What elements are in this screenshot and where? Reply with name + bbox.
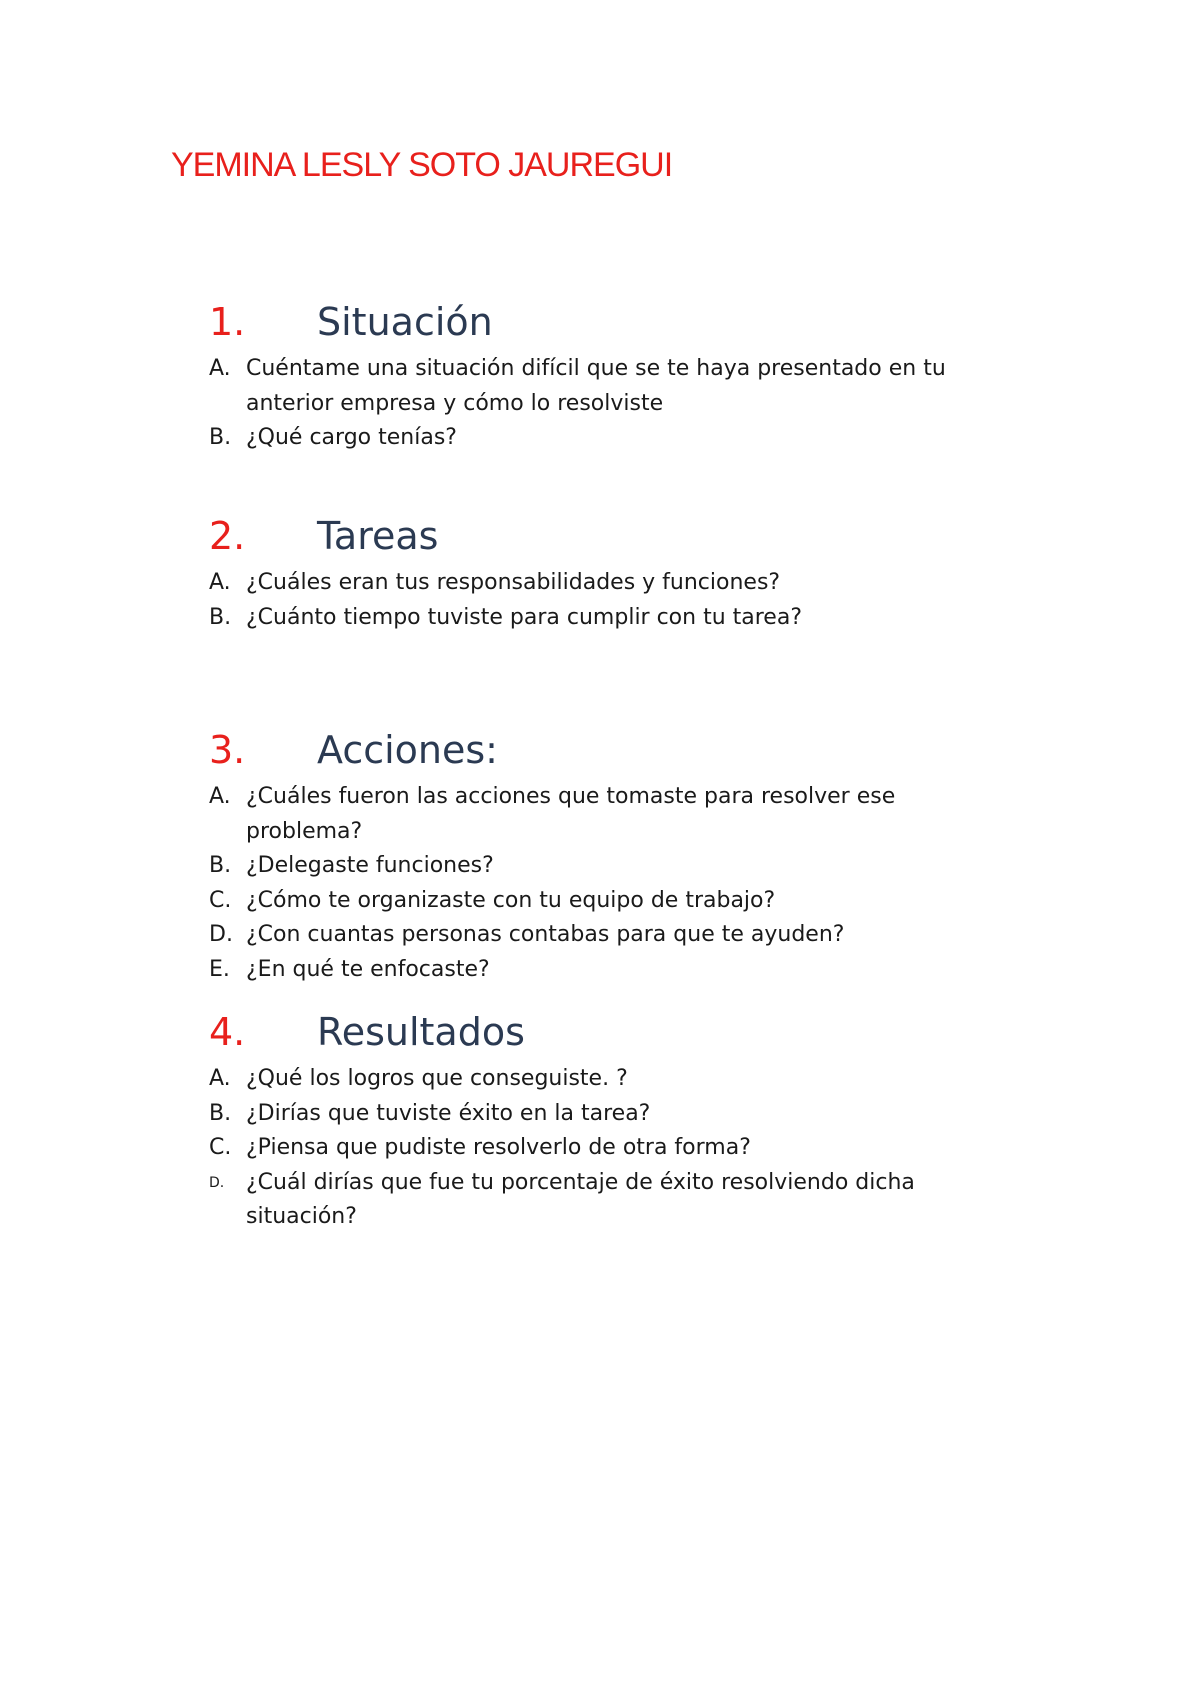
item-text: Cuéntame una situación difícil que se te haya presentado en tu anterior empresa y cómo lo resolviste [246,356,946,416]
section-number: 2. [209,514,246,558]
list-item [209,1097,996,1132]
list-item [209,1166,996,1235]
question-list [209,1062,1009,1235]
item-letter: A. [209,1066,231,1091]
item-text: ¿Cuáles fueron las acciones que tomaste para resolver ese problema? [246,784,896,844]
list-item [209,918,996,953]
list-item [209,780,996,849]
section-heading [209,1002,1009,1062]
item-text: ¿Cuáles eran tus responsabilidades y funciones? [246,570,781,595]
item-text: ¿Dirías que tuviste éxito en la tarea? [246,1100,651,1126]
item-letter: A. [209,356,231,381]
item-letter: B. [209,853,232,878]
item-letter: E. [209,956,230,982]
item-letter: B. [209,425,232,450]
item-letter: A. [209,784,231,809]
list-item [209,884,996,919]
item-text: ¿Delegaste funciones? [246,853,494,878]
item-text: ¿Cuánto tiempo tuviste para cumplir con tu tarea? [246,604,803,630]
item-text: ¿En qué te enfocaste? [246,956,490,982]
list-item [209,601,996,636]
section-acciones [209,720,1009,987]
section-number: 3. [209,728,246,772]
item-text: ¿Con cuantas personas contabas para que te ayuden? [246,922,845,947]
item-letter: A. [209,570,231,595]
section-number: 1. [209,300,246,344]
section-tareas [209,506,1009,635]
item-text: ¿Cómo te organizaste con tu equipo de trabajo? [246,887,776,913]
item-letter: B. [209,604,232,630]
item-letter: B. [209,1100,232,1126]
item-letter: D. [209,1174,225,1191]
section-heading [209,292,1009,352]
section-title: Resultados [317,1010,525,1054]
list-item [209,421,996,456]
section-title: Acciones: [317,728,498,772]
section-heading [209,506,1009,566]
list-item [209,953,996,988]
item-text: ¿Qué los logros que conseguiste. ? [246,1066,628,1091]
question-list [209,566,1009,635]
section-number: 4. [209,1010,246,1054]
list-item [209,1131,996,1166]
item-letter: D. [209,922,233,947]
item-text: ¿Qué cargo tenías? [246,425,457,450]
section-heading [209,720,1009,780]
item-text: ¿Cuál dirías que fue tu porcentaje de éxito resolviendo dicha situación? [246,1169,915,1229]
document-title: YEMINA LESLY SOTO JAUREGUI [171,146,673,184]
section-title: Tareas [317,514,439,558]
section-resultados [209,1002,1009,1235]
item-text: ¿Piensa que pudiste resolverlo de otra forma? [246,1135,751,1160]
section-situacion [209,292,1009,456]
item-letter: C. [209,1135,232,1160]
question-list [209,780,1009,987]
item-letter: C. [209,887,232,913]
list-item [209,849,996,884]
list-item [209,1062,996,1097]
list-item [209,566,996,601]
question-list [209,352,1009,456]
section-title: Situación [317,300,493,344]
list-item [209,352,996,421]
